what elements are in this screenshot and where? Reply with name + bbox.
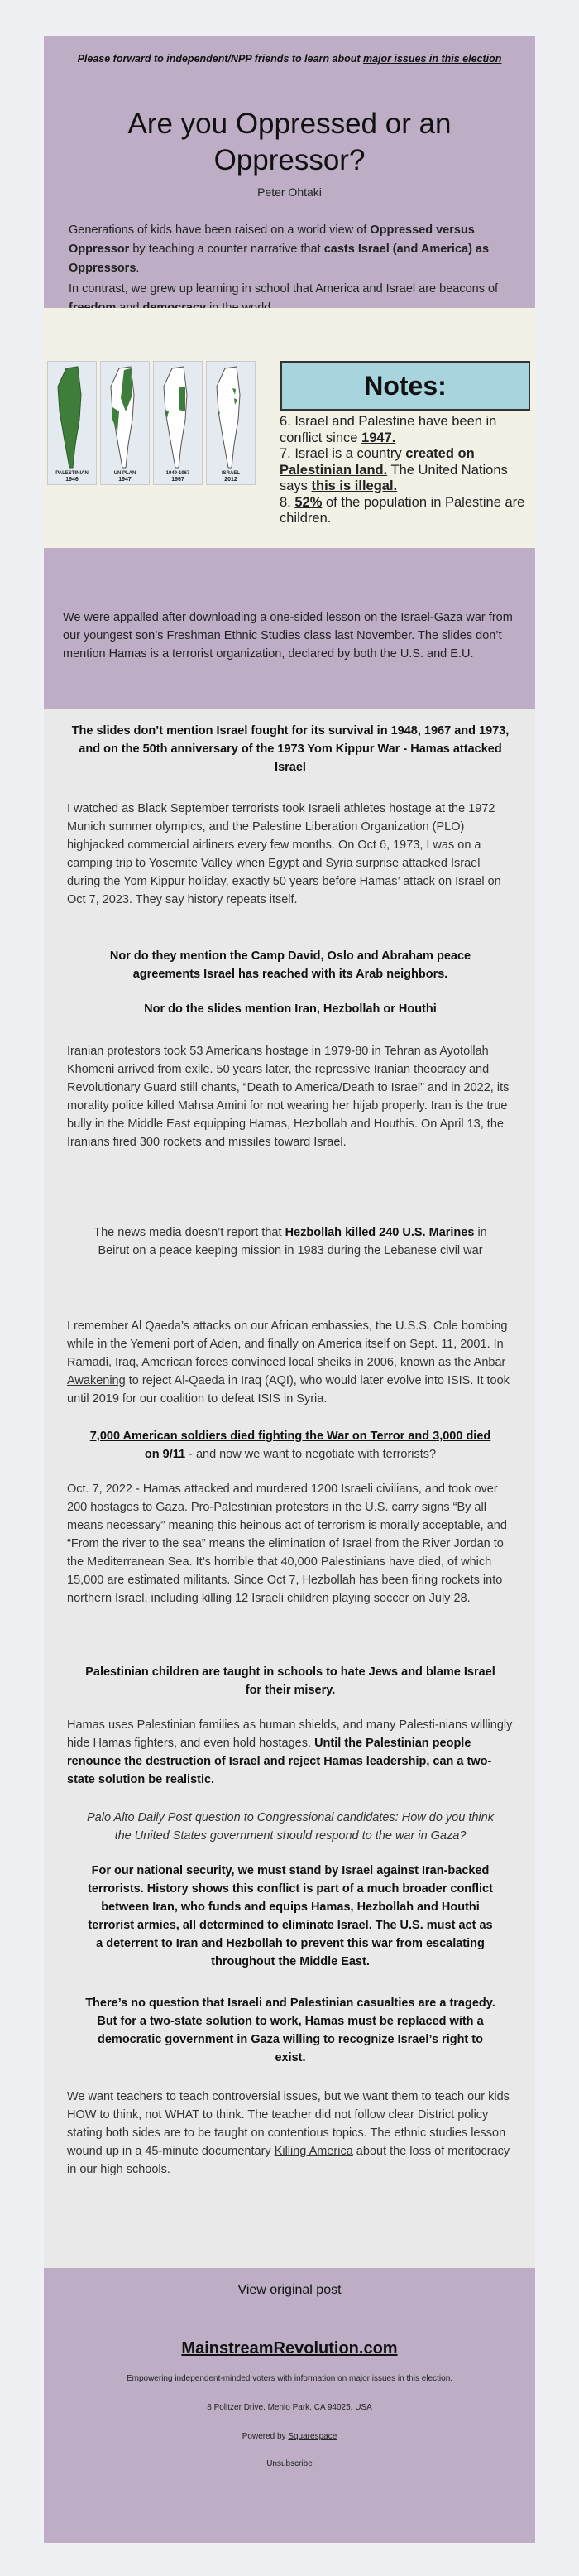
appalled-paragraph: We were appalled after downloading a one-sided lesson on the Israel-Gaza war from our youngest son’s Freshman Ethnic Studies class last November. The slides don’t mention Hamas is a terrorist organization, declared by both the U.S. and E.U. [63, 611, 513, 661]
heading-survival: The slides don’t mention Israel fought for its survival in 1948, 1967 and 1973, and on the 50th anniversary of the 1973 Yom Kippur War - Hamas attacked Israel [71, 724, 510, 774]
text-bold: casts Israel (and America) as Oppressors [69, 243, 490, 275]
text: by teaching a counter narrative that [129, 243, 324, 256]
footer-powered [44, 2432, 535, 2441]
unsubscribe-link[interactable]: Unsubscribe [266, 2459, 313, 2468]
appalled-section [44, 548, 535, 709]
text-bold: 1947. [361, 430, 396, 445]
text: In contrast, we grew up learning in school that America and Israel are beacons of [69, 282, 499, 296]
text: of the population in Palestine are children. [280, 494, 525, 526]
map-year: 1946 [65, 477, 79, 483]
map-year: 1947 [118, 477, 132, 483]
page-title: Are you Oppressed or an Oppressor? [127, 108, 452, 176]
paragraph-teachers [67, 2088, 514, 2179]
paragraph-iran: Iranian protestors took 53 Americans hostage in 1979-80 in Tehran as Ayotollah Khomeni arrived from exile. 50 years later, the repressive Iranian theocracy and Revolutionary Guard still chants, “Death to America/Death to Israel” and in 2022, its morality police killed Mahsa Amini for not wearing her hijab properly. Iran is the true bully in the Middle East equipping Hamas, Hezbollah and Houthis. On April 13, the Iranians fired 300 rockets and missiles toward Israel. [67, 1045, 510, 1149]
text: 8. [280, 494, 295, 510]
text-bold: Oppressed versus Oppressor [69, 223, 475, 256]
paragraph-war-on-terror [84, 1427, 497, 1463]
text-bold: created on Palestinian land. [280, 446, 475, 478]
article-body [44, 709, 535, 2268]
killing-america-link[interactable]: Killing America [274, 2145, 353, 2158]
footer-address: 8 Politzer Drive, Menlo Park, CA 94025, USA [207, 2403, 372, 2412]
text: to reject Al-Qaeda in Iraq (AQI), who would later evolve into ISIS. It took until 2019 for our coalition to defeat ISIS in Syria. [67, 1374, 510, 1406]
slide-excerpt-section [44, 308, 535, 548]
map-1947-shape [101, 362, 149, 484]
view-original-link[interactable]: View original post [237, 2283, 342, 2297]
forward-link[interactable]: major issues in this election [363, 53, 502, 65]
map-2012-shape [207, 362, 255, 484]
text: The United Nations says [280, 462, 508, 493]
text: 6. Israel and Palestine have been in conflict since [280, 414, 497, 445]
text: in Beirut on a peace keeping mission in 1983 during the Lebanese civil war [98, 1226, 487, 1257]
paragraph-human-shields [67, 1716, 514, 1789]
question-daily-post: Palo Alto Daily Post question to Congressional candidates: How do you think the United States government should respond to the war in Gaza? [87, 1811, 494, 1843]
squarespace-link[interactable]: Squarespace [288, 2432, 337, 2441]
text: We want teachers to teach controversial issues, but we want them to teach our kids HOW to think, not WHAT to think. The teacher did not follow clear District policy stating both sides are to be taught on contentious topics. The ethnic studies lesson wound up in a 45-minute documentary [67, 2090, 510, 2158]
header-section [44, 36, 535, 308]
paragraph-munich: I watched as Black September terrorists took Israeli athletes hostage at the 1972 Munich summer olympics, and the Palestine Liberation Organization (PLO) highjacked commercial airliners every few months. On Oct 6, 1973, I was on a camping trip to Yosemite Valley when Egypt and Syria surprise attacked Israel during the Yom Kippur holiday, exactly 50 years before Hamas’ attack on Israel on Oct 7, 2023. They say history repeats itself. [67, 802, 501, 906]
text: The news media doesn’t report that [93, 1226, 285, 1239]
map-1967-shape [154, 362, 202, 484]
heading-children: Palestinian children are taught in schools to hate Jews and blame Israel for their misery. [85, 1665, 495, 1697]
map-1947 [100, 361, 150, 485]
text: - and now we want to negotiate with terrorists? [185, 1448, 437, 1461]
map-label: UN PLAN [113, 471, 136, 476]
intro-paragraph-1 [69, 221, 515, 278]
palestine-maps-image [47, 361, 254, 485]
map-year: 1967 [171, 477, 184, 483]
map-2012 [206, 361, 256, 485]
notes-text [280, 414, 528, 527]
text-bold: Hezbollah killed 240 U.S. Marines [285, 1226, 475, 1239]
map-label: PALESTINIAN [55, 471, 89, 476]
footer [44, 2268, 535, 2543]
text: Powered by [242, 2432, 289, 2441]
text-bold: this is illegal. [311, 478, 398, 493]
footer-tagline: Empowering independent-minded voters with information on major issues in this election. [126, 2374, 453, 2383]
answer-national-security: For our national security, we must stand by Israel against Iran-backed terrorists. History shows this conflict is part of a much broader conflict between Iran, who funds and equips Hamas, Hezbollah and Houthi terrorist armies, all determined to eliminate Israel. The U.S. must act as a deterrent to Iran and Hezbollah to prevent this war from escalating throughout the Middle East. [88, 1864, 493, 1968]
text: Generations of kids have been raised on a world view of [69, 223, 371, 237]
text-bold: 7,000 American soldiers died fighting the War on Terror and 3,000 died on 9/11 [89, 1430, 491, 1461]
notes-heading: Notes: [280, 361, 530, 411]
text: Hamas uses Palestinian families as human shields, and many Palesti-nians willingly hide Hamas fighters, and even hold hostages. [67, 1718, 513, 1750]
text: 7. Israel is a country [280, 446, 406, 461]
heading-iran: Nor do the slides mention Iran, Hezbollah or Houthi [144, 1002, 437, 1016]
map-1967 [153, 361, 203, 485]
author-name: Peter Ohtaki [257, 185, 322, 199]
text: I remember Al Qaeda’s attacks on our African embassies, the U.S.S. Cole bombing while in the Yemeni port of Aden, and finally on America itself on Sept. 11, 2001. In [67, 1319, 508, 1351]
map-year: 2012 [224, 477, 237, 483]
paragraph-oct7: Oct. 7, 2022 - Hamas attacked and murdered 1200 Israeli civilians, and took over 200 hostages to Gaza. Pro-Palestinian protestors in the U.S. carry signs “By all means necessary” meaning this heinous act of terrorism is morally acceptable, and “From the river to the sea” means the elimination of Israel from the River Jordan to the Mediterranean Sea. It’s horrible that 40,000 Palestinians have died, of which 15,000 are estimated militants. Since Oct 7, Hezbollah has been firing rockets into northern Israel, including killing 12 Israeli children playing soccer on July 28. [67, 1483, 507, 1605]
heading-peace-agreements: Nor do they mention the Camp David, Oslo and Abraham peace agreements Israel has reached with its Arab neighbors. [109, 949, 471, 981]
site-link[interactable]: MainstreamRevolution.com [181, 2339, 398, 2357]
paragraph-al-qaeda [67, 1317, 514, 1408]
text: . [136, 262, 140, 275]
map-label: 1949-1967 [165, 471, 190, 476]
forward-note [60, 52, 519, 65]
text-bold: Until the Palestinian people renounce the destruction of Israel and reject Hamas leadership, can a two-state solution be realistic. [67, 1737, 492, 1786]
paragraph-marines [84, 1223, 497, 1260]
map-1946-shape [48, 362, 96, 484]
text-bold: 52% [294, 494, 323, 510]
map-label: ISRAEL [221, 471, 240, 476]
answer-two-state: There’s no question that Israeli and Palestinian casualties are a tragedy. But for a two-state solution to work, Hamas must be replaced with a democratic government in Gaza willing to recognize Israel’s right to exist. [85, 1997, 495, 2064]
text: about the loss of meritocracy in our high schools. [67, 2145, 510, 2176]
forward-text: Please forward to independent/NPP friends to learn about [77, 53, 363, 65]
ramadi-link[interactable]: Ramadi, Iraq, American forces convinced local sheiks in 2006, known as the Anbar Awakening [67, 1356, 506, 1387]
map-1946 [47, 361, 97, 485]
